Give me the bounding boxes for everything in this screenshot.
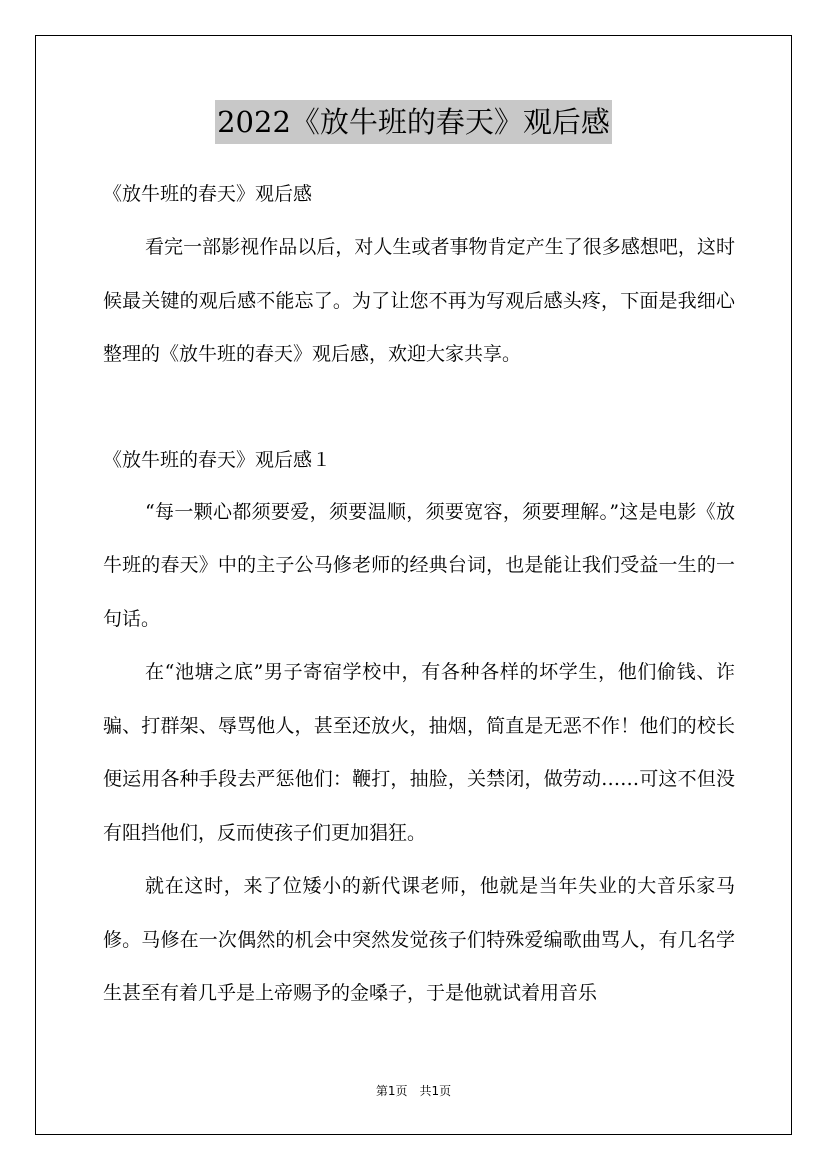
body-paragraph: “每一颗心都须要爱，须要温顺，须要宽容，须要理解。”这是电影《放牛班的春天》中的主子公马修老师的经典台词，也是能让我们受益一生的一句话。 <box>103 500 735 630</box>
title-container <box>0 100 827 144</box>
document-title: 2022《放牛班的春天》观后感 <box>215 100 612 144</box>
page-number-footer: 第1页 共1页 <box>375 1084 452 1098</box>
section-heading: 《放牛班的春天》观后感 <box>103 183 313 205</box>
intro-paragraph: 看完一部影视作品以后，对人生或者事物肯定产生了很多感想吧，这时候最关键的观后感不能忘了。为了让您不再为写观后感头疼，下面是我细心整理的《放牛班的春天》观后感，欢迎大家共享。 <box>103 236 735 365</box>
document-body <box>103 172 735 1021</box>
body-paragraph: 就在这时，来了位矮小的新代课老师，他就是当年失业的大音乐家马修。马修在一次偶然的机会中突然发觉孩子们特殊爱编歌曲骂人，有几名学生甚至有着几乎是上帝赐予的金嗓子，于是他就试着用音乐 <box>103 875 735 1004</box>
body-paragraph: 在“池塘之底”男子寄宿学校中，有各种各样的坏学生，他们偷钱、诈骗、打群架、辱骂他人，甚至还放火，抽烟，简直是无恶不作！他们的校长便运用各种手段去严惩他们：鞭打，抽脸，关禁闭，做劳动……可这不但没有阻挡他们，反而使孩子们更加猖狂。 <box>103 661 735 844</box>
section-heading-1: 《放牛班的春天》观后感１ <box>103 448 332 471</box>
